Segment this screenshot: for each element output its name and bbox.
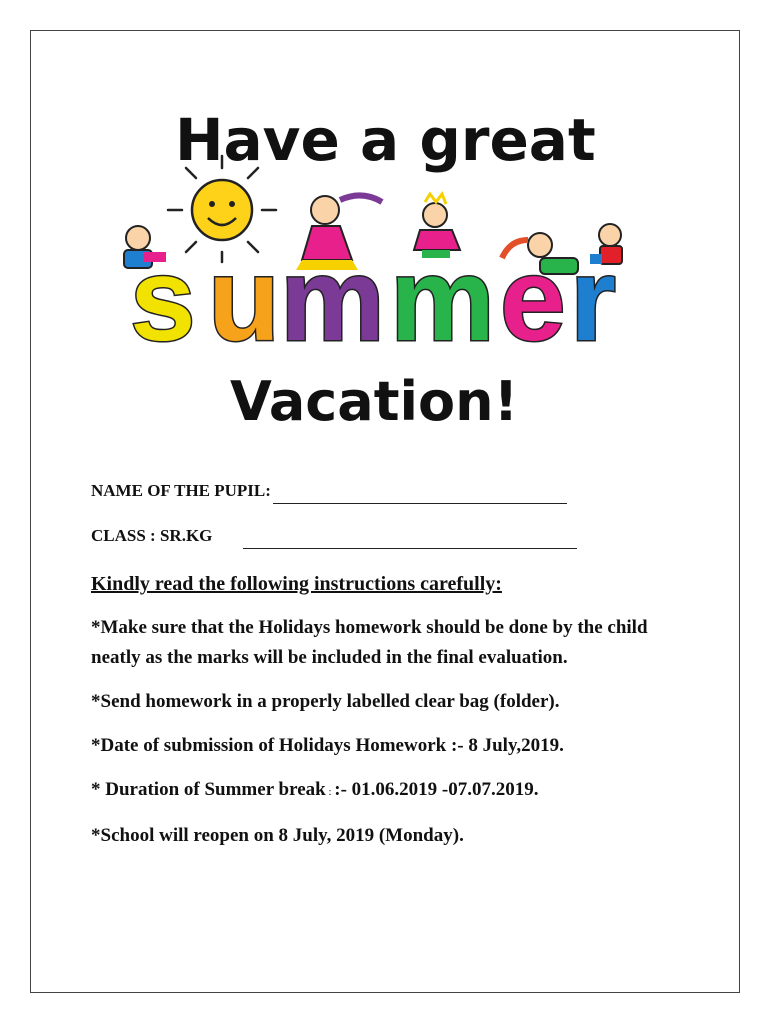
instruction-item-4-prefix: * Duration of Summer break: [91, 779, 326, 800]
instructions-heading: Kindly read the following instructions carefully:: [91, 573, 502, 595]
summer-letter-m2: m: [390, 234, 495, 366]
instruction-item-4-suffix: :- 01.06.2019 -07.07.2019.: [334, 779, 539, 800]
instruction-item-5: *School will reopen on 8 July, 2019 (Monday).: [91, 825, 464, 846]
class-field[interactable]: [243, 530, 577, 549]
instruction-item-2: *Send homework in a properly labelled clear bag (folder).: [91, 691, 560, 712]
class-label: CLASS : SR.KG: [91, 526, 213, 545]
summer-letter-e: e: [500, 234, 566, 366]
instruction-item-4: [91, 775, 691, 807]
form-and-instructions: [91, 478, 691, 851]
summer-letter-r: r: [570, 234, 616, 366]
pupil-name-row: [91, 478, 691, 504]
pupil-name-field[interactable]: [273, 485, 567, 504]
banner-line1: Have a great: [175, 106, 596, 174]
summer-letter-s: s: [130, 234, 196, 366]
instruction-item-1: *Make sure that the Holidays homework should be done by the child neatly as the marks will be included in the final evaluation.: [91, 617, 648, 668]
class-row: [91, 523, 691, 549]
instruction-item-3: *Date of submission of Holidays Homework :- 8 July,2019.: [91, 735, 564, 756]
summer-letter-m1: m: [280, 234, 385, 366]
pupil-name-label: NAME OF THE PUPIL:: [91, 481, 271, 500]
summer-vacation-banner: [100, 90, 670, 440]
instruction-item-4-colon: :: [325, 786, 335, 798]
banner-line3: Vacation!: [230, 370, 519, 433]
summer-letter-u: u: [208, 234, 281, 366]
